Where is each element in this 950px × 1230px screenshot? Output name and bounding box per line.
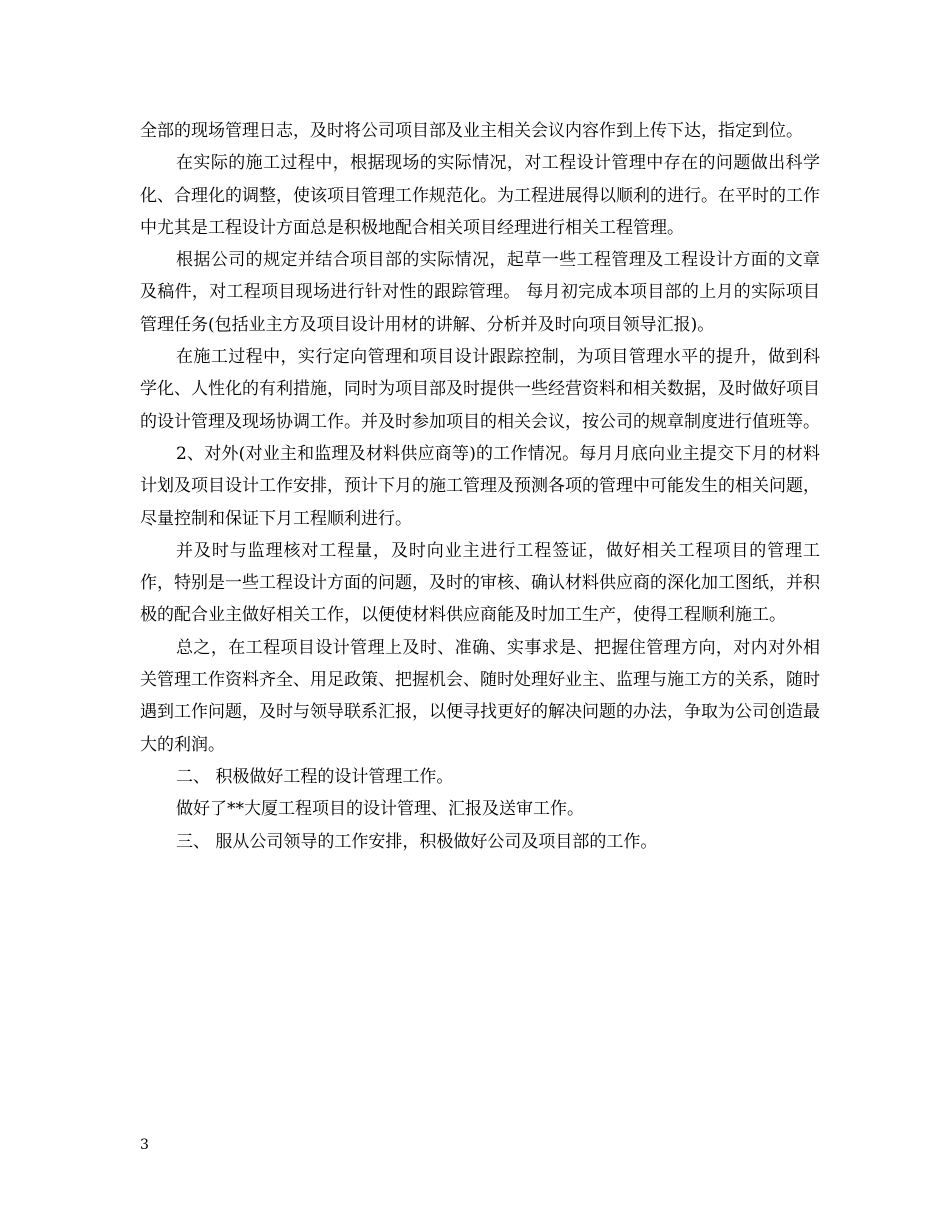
paragraph-3: 根据公司的规定并结合项目部的实际情况，起草一些工程管理及工程设计方面的文章及稿件，对工程项目现场进行针对性的跟踪管理。 每月初完成本项目部的上月的实际项目管理任务(包括业主方及项目设计用材的讲解、分析并及时向项目领导汇报)。 bbox=[140, 250, 820, 335]
paragraph-6: 并及时与监理核对工程量，及时向业主进行工程签证，做好相关工程项目的管理工作，特别是一些工程设计方面的问题，及时的审核、确认材料供应商的深化加工图纸，并积极的配合业主做好相关工作，以便使材料供应商能及时加工生产，使得工程顺利施工。 bbox=[140, 540, 820, 626]
section-heading-3: 三、 服从公司领导的工作安排，积极做好公司及项目部的工作。 bbox=[176, 831, 658, 852]
paragraph-2: 在实际的施工过程中，根据现场的实际情况，对工程设计管理中存在的问题做出科学化、合理化的调整，使该项目管理工作规范化。为工程进展得以顺利的进行。在平时的工作中尤其是工程设计方面总是积极地配合相关项目经理进行相关工程管理。 bbox=[140, 153, 820, 238]
paragraph-7: 总之，在工程项目设计管理上及时、准确、实事求是、把握住管理方向，对内对外相关管理工作资料齐全、用足政策、把握机会、随时处理好业主、监理与施工方的关系，随时遇到工作问题，及时与领导联系汇报，以便寻找更好的解决问题的办法，争取为公司创造最大的利润。 bbox=[140, 637, 820, 755]
page-number: 3 bbox=[140, 1137, 149, 1153]
paragraph-1: 全部的现场管理日志，及时将公司项目部及业主相关会议内容作到上传下达，指定到位。 bbox=[140, 121, 803, 141]
section-heading-2: 二、 积极做好工程的设计管理工作。 bbox=[176, 766, 454, 787]
paragraph-5: 2、对外(对业主和监理及材料供应商等)的工作情况。每月月底向业主提交下月的材料计划及项目设计工作安排，预计下月的施工管理及预测各项的管理中可能发生的相关问题，尽量控制和保证下月工程顺利进行。 bbox=[140, 443, 820, 529]
paragraph-4: 在施工过程中，实行定向管理和项目设计跟踪控制，为项目管理水平的提升，做到科学化、人性化的有利措施，同时为项目部及时提供一些经营资料和相关数据，及时做好项目的设计管理及现场协调工作。并及时参加项目的相关会议，按公司的规章制度进行值班等。 bbox=[140, 347, 820, 432]
paragraph-8: 做好了**大厦工程项目的设计管理、汇报及送审工作。 bbox=[176, 799, 584, 820]
body-text bbox=[140, 115, 820, 858]
